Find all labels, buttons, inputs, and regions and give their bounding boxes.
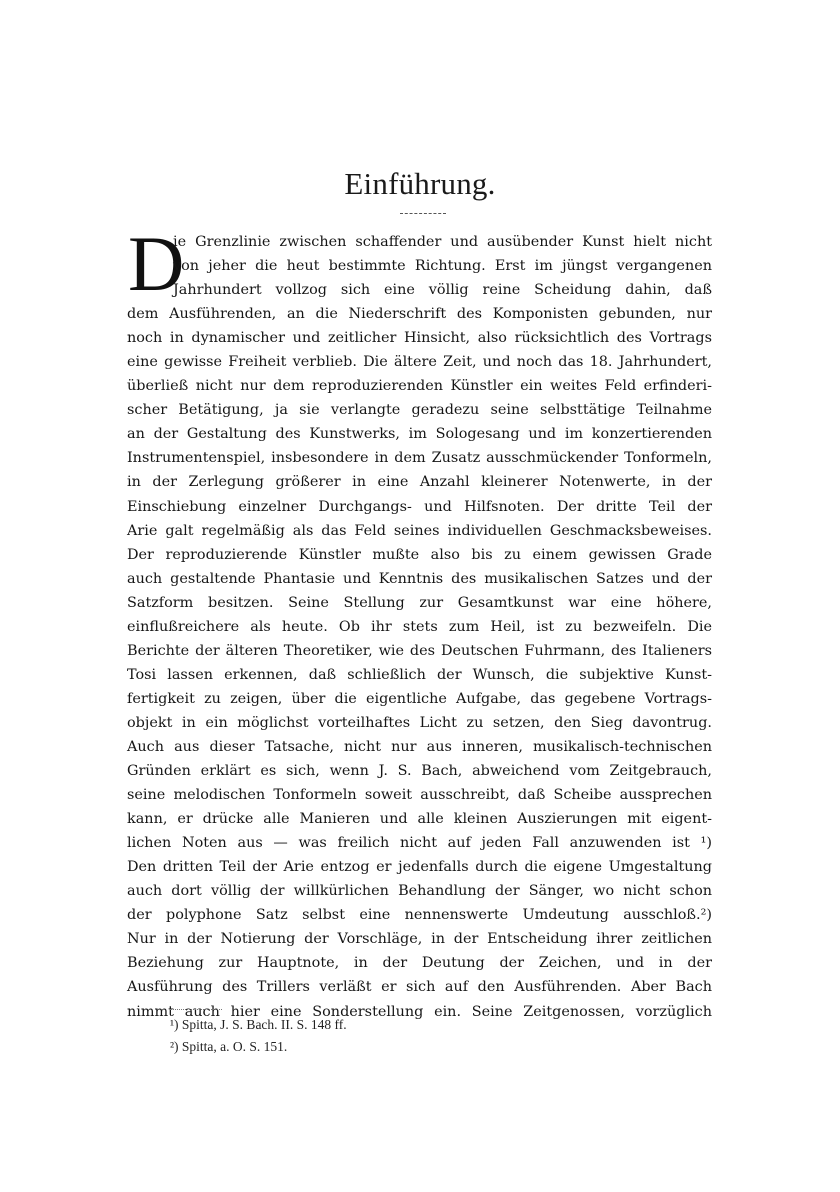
- text-line: ie Grenzlinie zwischen schaffender und ausübender Kunst hielt nicht: [173, 234, 712, 250]
- text-line: Gründen erklärt es sich, wenn J. S. Bach, abweichend vom Zeitgebrauch,: [127, 763, 712, 780]
- text-line: seine melodischen Tonformeln soweit ausschreibt, daß Scheibe aussprechen: [127, 787, 712, 804]
- text-line: kann, er drücke alle Manieren und alle kleinen Auszierungen mit eigent-: [127, 811, 712, 828]
- text-line: von jeher die heut bestimmte Richtung. Erst im jüngst vergangenen: [173, 258, 712, 275]
- text-line: Satzform besitzen. Seine Stellung zur Gesamtkunst war eine höhere,: [127, 594, 712, 611]
- text-line: der polyphone Satz selbst eine nennenswerte Umdeutung ausschloß.²): [127, 907, 712, 924]
- text-line: Den dritten Teil der Arie entzog er jedenfalls durch die eigene Umgestaltung: [127, 859, 712, 876]
- text-line: Arie galt regelmäßig als das Feld seines individuellen Geschmacksbeweises.: [127, 522, 712, 539]
- page-title: Einführung.: [344, 166, 496, 201]
- text-line: nimmt auch hier eine Sonderstellung ein. Seine Zeitgenossen, vorzüglich: [127, 1003, 712, 1020]
- title-divider: [400, 213, 446, 214]
- text-line: eine gewisse Freiheit verblieb. Die ältere Zeit, und noch das 18. Jahrhundert,: [127, 354, 712, 371]
- text-line: Auch aus dieser Tatsache, nicht nur aus inneren, musikalisch-technischen: [127, 738, 712, 755]
- drop-cap-initial: D: [128, 220, 185, 307]
- footnote-mark: ²): [170, 1039, 179, 1054]
- footnote-text: Spitta, a. O. S. 151.: [181, 1039, 288, 1054]
- text-line: Tosi lassen erkennen, daß schließlich der Wunsch, die subjektive Kunst-: [127, 666, 712, 683]
- text-line: auch dort völlig der willkürlichen Behandlung der Sänger, wo nicht schon: [127, 883, 712, 900]
- text-line: überließ nicht nur dem reproduzierenden Künstler ein weites Feld erfinderi-: [127, 378, 712, 395]
- footnote-text: Spitta, J. S. Bach. II. S. 148 ff.: [181, 1017, 347, 1032]
- footnote-mark: ¹): [170, 1017, 179, 1032]
- text-line: Der reproduzierende Künstler mußte also bis zu einem gewissen Grade: [127, 546, 712, 563]
- text-line: dem Ausführenden, an die Niederschrift des Komponisten gebunden, nur: [127, 306, 712, 323]
- text-line: auch gestaltende Phantasie und Kenntnis des musikalischen Satzes und der: [127, 570, 712, 587]
- text-line: Instrumentenspiel, insbesondere in dem Zusatz ausschmückender Tonformeln,: [127, 450, 712, 467]
- text-line: einflußreichere als heute. Ob ihr stets zum Heil, ist zu bezweifeln. Die: [127, 618, 712, 635]
- text-line: lichen Noten aus — was freilich nicht auf jeden Fall anzuwenden ist ¹): [127, 835, 712, 852]
- text-line: Berichte der älteren Theoretiker, wie des Deutschen Fuhrmann, des Italieners: [127, 642, 712, 659]
- text-line: Beziehung zur Hauptnote, in der Deutung der Zeichen, und in der: [127, 955, 712, 972]
- text-line: Nur in der Notierung der Vorschläge, in der Entscheidung ihrer zeitlichen: [127, 931, 712, 948]
- footnote-item: [170, 1014, 570, 1036]
- text-line: Jahrhundert vollzog sich eine völlig reine Scheidung dahin, daß: [173, 282, 712, 299]
- text-line: Einschiebung einzelner Durchgangs- und Hilfsnoten. Der dritte Teil der: [127, 498, 712, 515]
- footnotes: [170, 1014, 570, 1058]
- text-line: in der Zerlegung größerer in eine Anzahl kleinerer Notenwerte, in der: [127, 474, 712, 491]
- text-line: fertigkeit zu zeigen, über die eigentliche Aufgabe, das gegebene Vortrags-: [127, 690, 712, 707]
- text-line: scher Betätigung, ja sie verlangte geradezu seine selbsttätige Teilnahme: [127, 402, 712, 419]
- footnote-item: [170, 1036, 570, 1058]
- text-line: objekt in ein möglichst vorteilhaftes Licht zu setzen, den Sieg davontrug.: [127, 714, 712, 731]
- text-line: an der Gestaltung des Kunstwerks, im Sologesang und im konzertierenden: [127, 426, 712, 443]
- body-text: [127, 230, 712, 1024]
- text-line: noch in dynamischer und zeitlicher Hinsicht, also rücksichtlich des Vortrags: [127, 330, 712, 347]
- footnote-divider: [170, 1009, 222, 1010]
- text-line: Ausführung des Trillers verläßt er sich auf den Ausführenden. Aber Bach: [127, 979, 712, 996]
